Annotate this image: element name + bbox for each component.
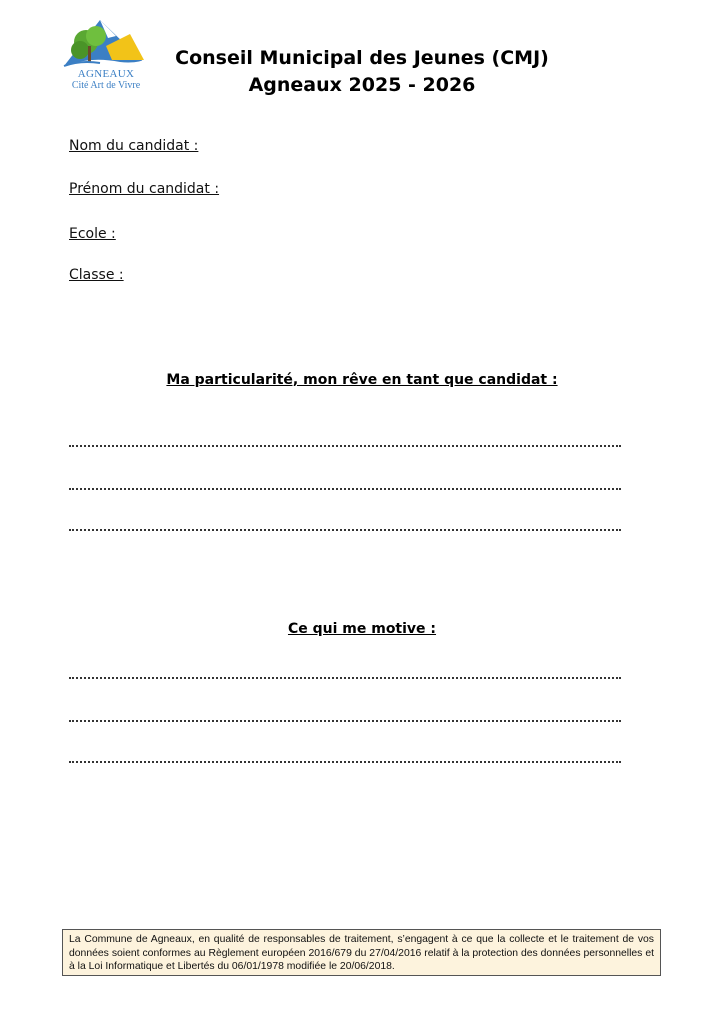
field-classe-label: Classe : — [69, 267, 124, 283]
answer-line-motivation-3[interactable] — [69, 761, 621, 763]
section-particularite-title: Ma particularité, mon rêve en tant que candidat : — [166, 372, 558, 388]
section-motivation-title: Ce qui me motive : — [287, 621, 437, 637]
gdpr-notice-text: La Commune de Agneaux, en qualité de responsables de traitement, s’engagent à ce que la collecte et le traitement de vos données soient conformes au Règlement européen 2016/679 du 27/04/2016 relatif à la protection des données personnelles et à la Loi Informatique et Libertés du 06/01/1978 modifiée le 20/06/2018. — [69, 934, 654, 972]
logo-tagline: Cité Art de Vivre — [71, 80, 141, 91]
agneaux-logo — [60, 16, 152, 96]
field-prenom-label: Prénom du candidat : — [69, 181, 220, 197]
answer-line-motivation-1[interactable] — [69, 677, 621, 679]
answer-line-particularite-2[interactable] — [69, 488, 621, 490]
logo-name: AGNEAUX — [77, 68, 135, 80]
title-line-1: Conseil Municipal des Jeunes (CMJ) — [175, 47, 549, 69]
page-title — [150, 45, 574, 99]
field-ecole-label: Ecole : — [69, 226, 116, 242]
title-line-2: Agneaux 2025 - 2026 — [248, 74, 476, 96]
answer-line-motivation-2[interactable] — [69, 720, 621, 722]
answer-line-particularite-1[interactable] — [69, 445, 621, 447]
gdpr-notice-box — [62, 929, 661, 976]
answer-line-particularite-3[interactable] — [69, 529, 621, 531]
field-nom-label: Nom du candidat : — [69, 138, 199, 154]
logo-mountain-icon — [60, 16, 152, 70]
